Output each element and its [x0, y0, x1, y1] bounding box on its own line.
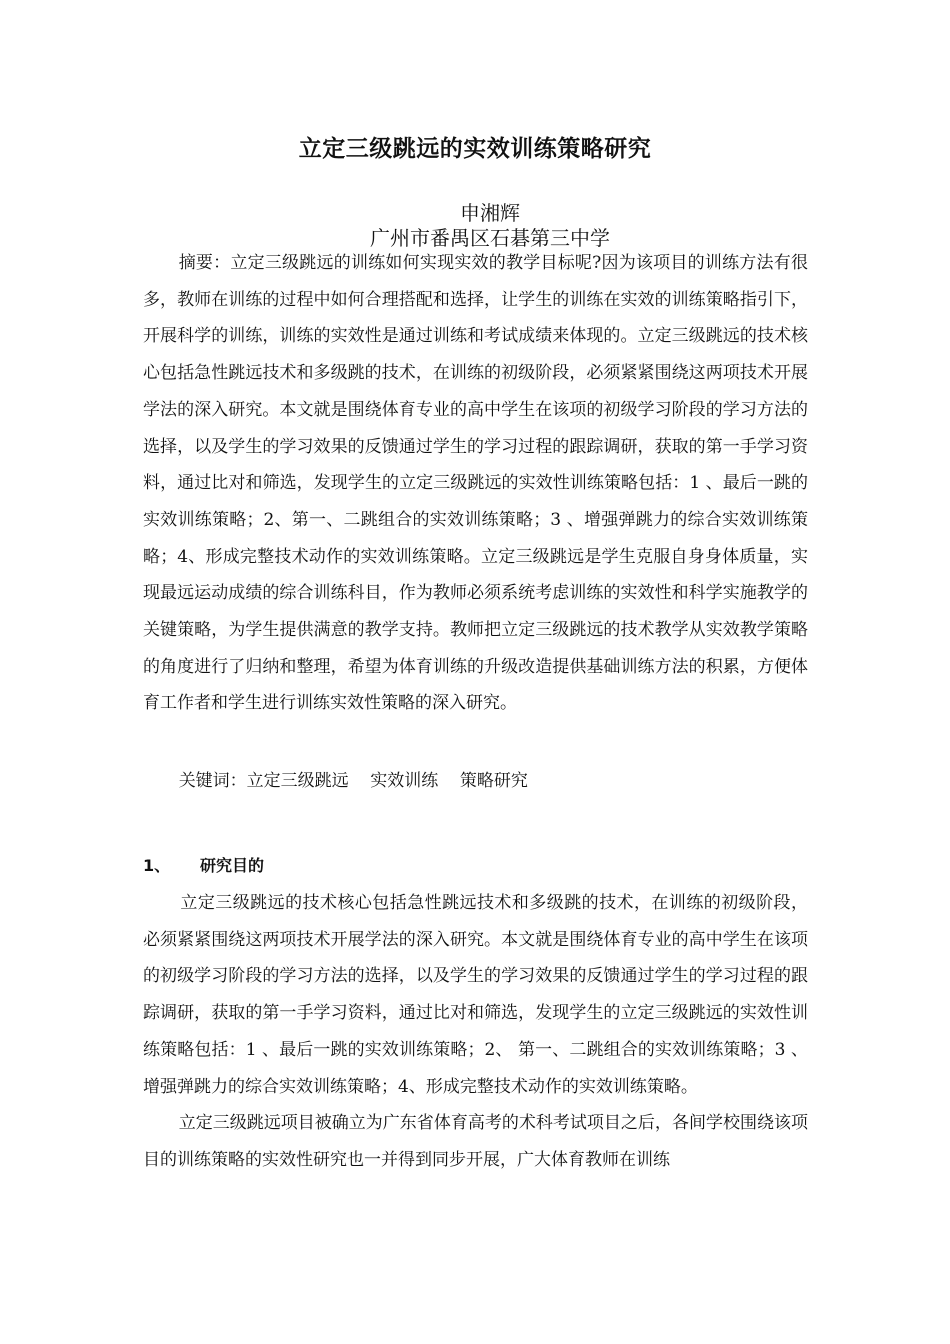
body-paragraph: 立定三级跳远的技术核心包括急性跳远技术和多级跳的技术，在训练的初级阶段，必须紧紧围绕这两项技术开展学法的深入研究。本文就是围绕体育专业的高中学生在该项的初级学习阶段的学习方法的选择，以及学生的学习效果的反馈通过学生的学习过程的跟踪调研，获取的第一手学习资料，通过比对和筛选，发现学生的立定三级跳远的实效性训练策略包括：1 、最后一跳的实效训练策略；2、 第一、二跳组合的实效训练策略；3 、增强弹跳力的综合实效训练策略；4、形成完整技术动作的实效训练策略。 [143, 893, 808, 1097]
body-paragraph: 立定三级跳远项目被确立为广东省体育高考的术科考试项目之后，各间学校围绕该项目的训练策略的实效性研究也一并得到同步开展，广大体育教师在训练 [143, 1113, 808, 1170]
paper-title: 立定三级跳远的实效训练策略研究 [298, 136, 652, 162]
author-affiliation: 广州市番禺区石碁第三中学 [370, 226, 610, 250]
section-body [143, 885, 808, 1179]
section-title: 研究目的 [200, 856, 265, 875]
abstract-block [143, 245, 808, 722]
author-name: 申湘辉 [460, 201, 520, 225]
section-number: 1、 [143, 856, 171, 875]
keywords-line: 关键词：立定三级跳远 实效训练 策略研究 [178, 771, 528, 791]
abstract-paragraph: 摘要：立定三级跳远的训练如何实现实效的教学目标呢?因为该项目的训练方法有很多，教师在训练的过程中如何合理搭配和选择，让学生的训练在实效的训练策略指引下，开展科学的训练，训练的实效性是通过训练和考试成绩来体现的。立定三级跳远的技术核心包括急性跳远技术和多级跳的技术，在训练的初级阶段，必须紧紧围绕这两项技术开展学法的深入研究。本文就是围绕体育专业的高中学生在该项的初级学习阶段的学习方法的选择，以及学生的学习效果的反馈通过学生的学习过程的跟踪调研，获取的第一手学习资料，通过比对和筛选，发现学生的立定三级跳远的实效性训练策略包括：1 、最后一跳的实效训练策略；2、第一、二跳组合的实效训练策略；3 、增强弹跳力的综合实效训练策略；4、形成完整技术动作的实效训练策略。立定三级跳远是学生克服自身身体质量，实现最远运动成绩的综合训练科目，作为教师必须系统考虑训练的实效性和科学实施教学的关键策略，为学生提供满意的教学支持。教师把立定三级跳远的技术教学从实效教学策略的角度进行了归纳和整理，希望为体育训练的升级改造提供基础训练方法的积累，方便体育工作者和学生进行训练实效性策略的深入研究。 [143, 253, 808, 714]
keywords-block [143, 763, 808, 800]
section-heading [143, 852, 264, 880]
